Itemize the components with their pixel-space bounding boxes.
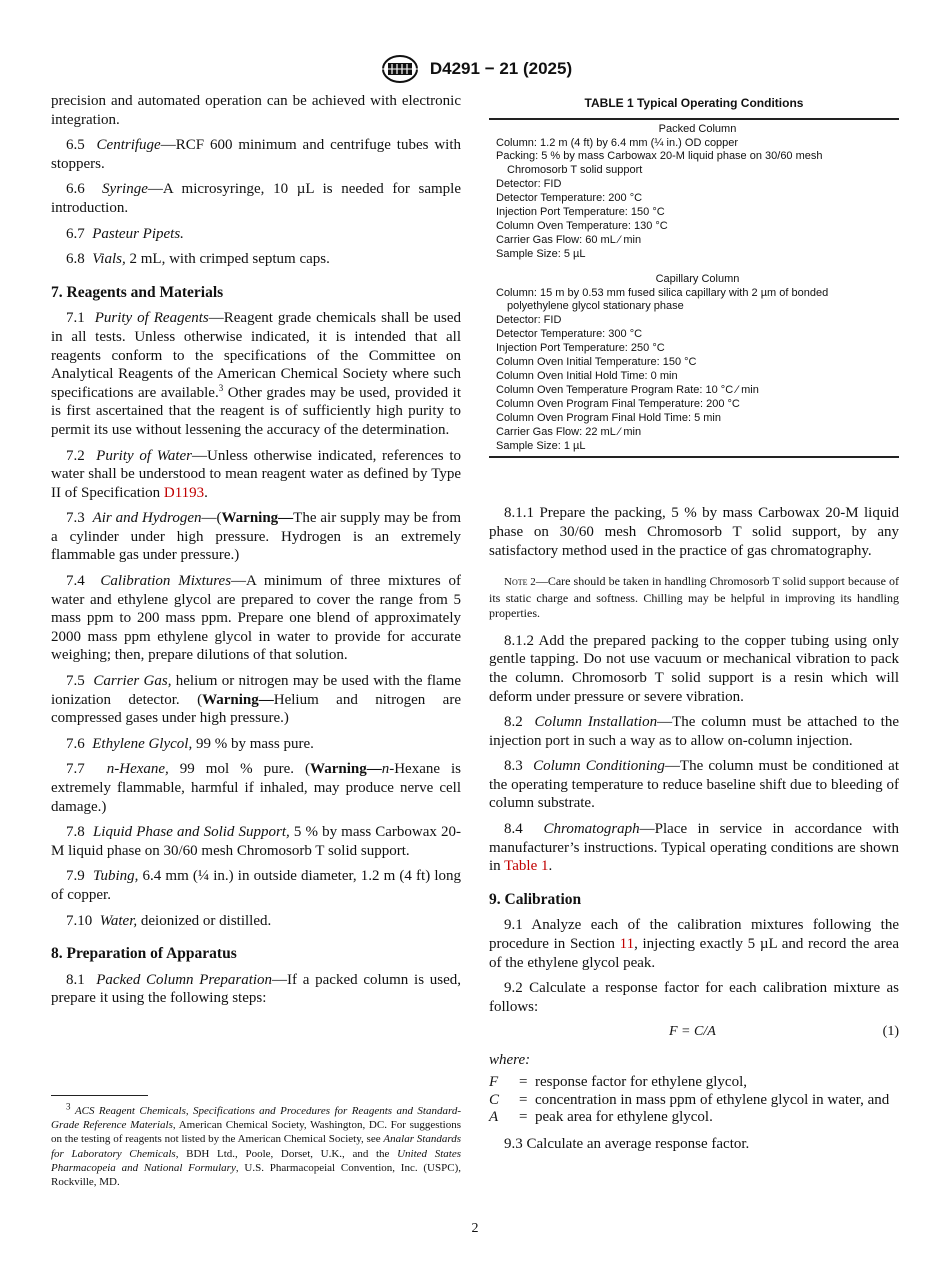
def-text: response factor for ethylene glycol, (535, 1074, 747, 1090)
paragraph-7-10: 7.10 Water, deionized or distilled. (66, 912, 272, 929)
table-row: Detector Temperature: 300 °C (496, 328, 643, 341)
table-row: Column Oven Initial Hold Time: 0 min (496, 370, 678, 382)
table-row: Carrier Gas Flow: 60 mL ⁄ min (496, 233, 642, 246)
note-2: Note 2—Care should be taken in handling Chromosorb T solid support because of its static charge and softness. Chilling may be helpful in improving its handling properties. (489, 574, 899, 621)
variable-definitions: F = response factor for ethylene glycol, C = concentration in mass ppm of ethylene glycol in water, and A = peak area for ethylene glycol. (489, 1074, 899, 1127)
paragraph-8-1-2: 8.1.2 Add the prepared packing to the copper tubing using only gentle tapping. Do not use vacuum or mechanical vibration to pack the column. Chromosorb T solid support is a resin which will deform under pressure or severe vibration. (489, 632, 899, 705)
table-row: Column: 1.2 m (4 ft) by 6.4 mm (¼ in.) OD copper (496, 136, 739, 149)
table-row: Injection Port Temperature: 150 °C (496, 206, 665, 219)
paragraph-7-1: 7.1 Purity of Reagents—Reagent grade chemicals shall be used in all tests. Unless otherwise indicated, it is intended that all reagents conform to the specifications of the Committee on Analytical Reagents of the American Chemical Society where such specifications are available.$^3$ Other grades may be used, provided it is first ascertained that the reagent is of sufficiently high purity to permit its use without lessening the accuracy of the determination. (51, 310, 461, 438)
table-1 (489, 120, 899, 459)
document-designation: D4291 − 21 (2025) (429, 59, 573, 78)
def-text: peak area for ethylene glycol. (535, 1109, 713, 1125)
link-d1193[interactable]: D1193 (163, 484, 205, 501)
table-row: polyethylene glycol stationary phase (507, 300, 684, 313)
paragraph-9-1: 9.1 Analyze each of the calibration mixtures following the procedure in Section 11, injecting exactly 5 µL and record the area of the ethylene glycol peak. (489, 917, 899, 971)
paragraph-9-3: 9.3 Calculate an average response factor. (504, 1135, 750, 1152)
where-label: where: (489, 1052, 531, 1069)
def-symbol: A (489, 1109, 499, 1125)
footnote-divider (51, 1095, 148, 1096)
table-row: Column: 15 m by 0.53 mm fused silica capillary with 2 µm of bonded (496, 286, 829, 299)
def-symbol: F (489, 1074, 499, 1090)
section-heading-8: 8. Preparation of Apparatus (51, 945, 237, 963)
table-row: Carrier Gas Flow: 22 mL ⁄ min (496, 425, 642, 438)
def-text: concentration in mass ppm of ethylene glycol in water, and (535, 1091, 890, 1108)
paragraph-6-6: 6.6 Syringe—A microsyringe, 10 µL is needed for sample introduction. (51, 181, 462, 216)
paragraph-8-1-1: 8.1.1 Prepare the packing, 5 % by mass Carbowax 20-M liquid phase on 30/60 mesh Chromosorb T solid support, by any satisfactory method used in the practice of gas chromatography. (489, 505, 899, 559)
paragraph-7-4: 7.4 Calibration Mixtures—A minimum of three mixtures of water and ethylene glycol are prepared to cover the range from 5 mass ppm to 200 mass ppm. Prepare one blend of approximately 2000 mass ppm ethylene glycol in water to provide for accurate weighing; then, prepare dilutions of that solution. (51, 573, 461, 664)
table-row: Detector: FID (496, 314, 562, 327)
paragraph-7-9: 7.9 Tubing, 6.4 mm (¼ in.) in outside diameter, 1.2 m (4 ft) long of copper. (51, 868, 461, 903)
table-row: Sample Size: 1 µL (496, 439, 586, 452)
packed-column-subheading: Packed Column (658, 122, 737, 135)
def-symbol: C (489, 1091, 500, 1108)
page-header (0, 54, 950, 84)
table-row: Column Oven Initial Temperature: 150 °C (496, 356, 697, 369)
footnote-3: $^3$ ACS Reagent Chemicals, Specifications and Procedures for Reagents and Standard-Grade Reference Materials, American Chemical Society, Washington, DC. For suggestions on the testing of reagents not listed by the American Chemical Society, see Analar Standards for Laboratory Chemicals, BDH Ltd., Poole, Dorset, U.K., and the United States Pharmacopeia and National Formulary, U.S. Pharmacopeial Convention, Inc. (USPC), Rockville, MD. (51, 1101, 461, 1189)
section-heading-7: 7. Reagents and Materials (51, 283, 224, 301)
table-row: Column Oven Program Final Temperature: 200 °C (496, 397, 740, 410)
table-row: Detector Temperature: 200 °C (496, 192, 643, 205)
equation-formula: F = C/A (669, 1024, 716, 1040)
paragraph-8-3: 8.3 Column Conditioning—The column must be conditioned at the operating temperature to reduce baseline shift due to bleeding of column substrate. (489, 758, 899, 812)
paragraph-9-2: 9.2 Calculate a response factor for each calibration mixture as follows: (489, 980, 899, 1015)
table-row: Injection Port Temperature: 250 °C (496, 342, 665, 355)
paragraph-7-6: 7.6 Ethylene Glycol, 99 % by mass pure. (66, 735, 314, 752)
table-row: Chromosorb T solid support (507, 164, 643, 177)
paragraph-6-8: 6.8 Vials, 2 mL, with crimped septum caps. (66, 251, 330, 268)
paragraph-7-3: 7.3 Air and Hydrogen—(Warning—The air supply may be from a cylinder under high pressure. Hydrogen is an extremely flammable gas under pressure.) (51, 510, 461, 564)
table-row: Detector: FID (496, 178, 562, 191)
table-1-title: TABLE 1 Typical Operating Conditions (489, 94, 899, 120)
paragraph-7-7: 7.7 n-Hexane, 99 mol % pure. (Warning—n-Hexane is extremely flammable, harmful if inhaled, may produce nerve cell damage.) (51, 761, 462, 815)
astm-logo-icon (378, 54, 422, 84)
link-table-1[interactable]: Table 1 (504, 858, 549, 875)
link-section-11[interactable]: 11 (619, 936, 635, 953)
table-row: Column Oven Program Final Hold Time: 5 min (496, 411, 721, 424)
paragraph-8-1: 8.1 Packed Column Preparation—If a packed column is used, prepare it using the following steps: (51, 971, 461, 1007)
paragraph-7-5: 7.5 Carrier Gas, helium or nitrogen may be used with the flame ionization detector. (Warning—Helium and nitrogen are compressed gases under high pressure.) (51, 673, 462, 727)
left-column (51, 92, 461, 1015)
table-row: Sample Size: 5 µL (496, 247, 586, 260)
section-heading-9: 9. Calibration (489, 890, 582, 908)
right-column (489, 92, 899, 1160)
equation-number: (1) (882, 1024, 899, 1040)
table-row: Column Oven Temperature Program Rate: 10 °C ⁄ min (496, 383, 759, 396)
paragraph-intro: precision and automated operation can be achieved with electronic integration. (51, 93, 461, 128)
paragraph-8-4: 8.4 Chromatograph—Place in service in accordance with manufacturer’s instructions. Typical operating conditions are shown in Table 1. (489, 821, 899, 875)
table-row: Column Oven Temperature: 130 °C (496, 219, 668, 232)
table-row: Packing: 5 % by mass Carbowax 20-M liquid phase on 30/60 mesh (496, 150, 823, 163)
capillary-column-subheading: Capillary Column (655, 272, 740, 285)
footnote-ref: 3 (218, 382, 224, 393)
paragraph-6-5: 6.5 Centrifuge—RCF 600 minimum and centrifuge tubes with stoppers. (51, 137, 461, 172)
paragraph-8-2: 8.2 Column Installation—The column must be attached to the injection port in such a way as to allow on-column injection. (489, 714, 899, 749)
equation-1 (489, 1023, 899, 1043)
page-number: 2 (471, 1221, 479, 1236)
paragraph-6-7: 6.7 Pasteur Pipets. (66, 225, 184, 242)
paragraph-7-8: 7.8 Liquid Phase and Solid Support, 5 % by mass Carbowax 20-M liquid phase on 30/60 mesh Chromosorb T solid support. (51, 824, 462, 859)
paragraph-7-2: 7.2 Purity of Water—Unless otherwise indicated, references to water shall be understood to mean reagent water as defined by Type II of Specification D1193. (51, 447, 462, 501)
